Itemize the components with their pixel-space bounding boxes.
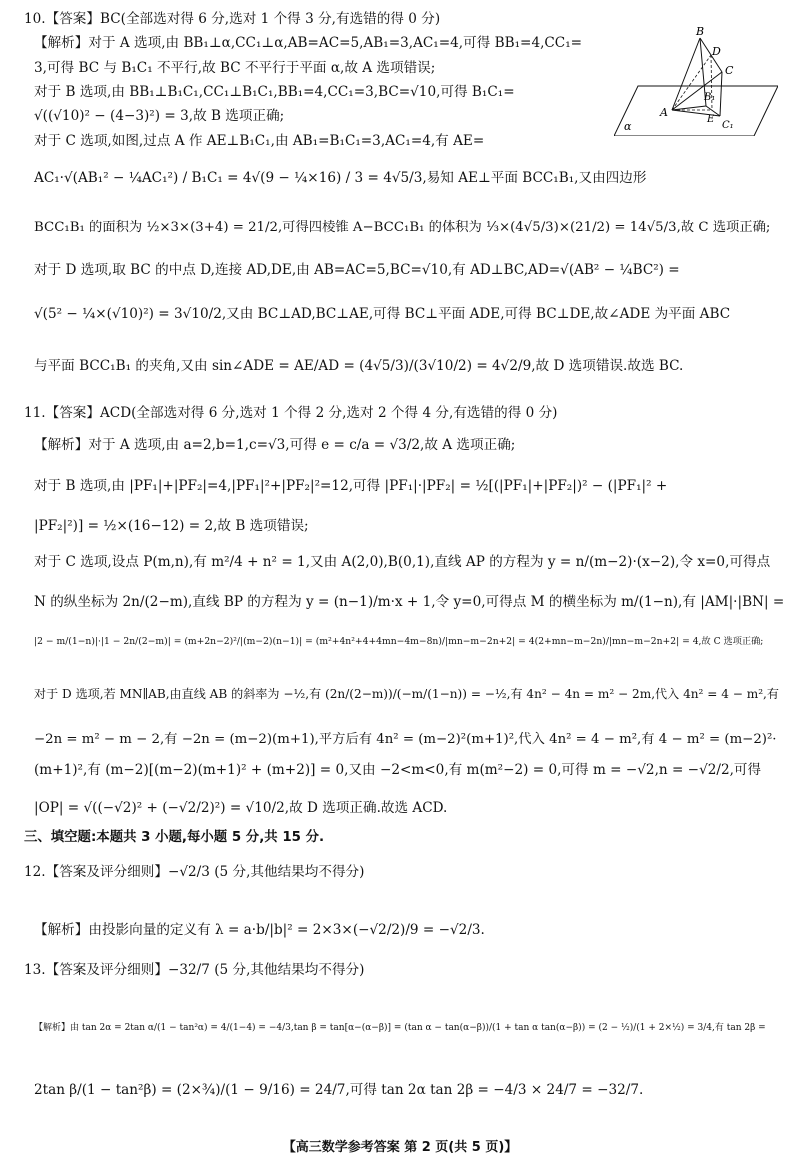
label-B: B bbox=[696, 25, 705, 38]
q10-line-5: 对于 C 选项,如图,过点 A 作 AE⊥B₁C₁,由 AB₁=B₁C₁=3,AC₁=4,有 AE= bbox=[34, 133, 485, 149]
q11-line-6: |2 − m/(1−n)|·|1 − 2n/(2−m)| = (m+2n−2)²/|(m−2)(n−1)| = (m²+4n²+4+4mn−4m−8n)/|mn−m−2n+2| = 4(2+mn−m−2n)/|mn−m−2n+2| = 4,故 C 选项正确; bbox=[34, 636, 764, 647]
q10-line-6: AC₁·√(AB₁² − ¼AC₁²) / B₁C₁ = 4√(9 − ¼×16) / 3 = 4√5/3,易知 AE⊥平面 BCC₁B₁,又由四边形 bbox=[34, 170, 647, 186]
q11-line-5: N 的纵坐标为 2n/(2−m),直线 BP 的方程为 y = (n−1)/m·x + 1,令 y=0,可得点 M 的横坐标为 m/(1−n),有 |AM|·|BN| = bbox=[34, 594, 785, 610]
q11-line-8: −2n = m² − m − 2,有 −2n = (m−2)(m+1),平方后有 4n² = (m−2)²(m+1)²,代入 4n² = 4 − m²,有 4 − m² = (m−2)²· bbox=[34, 732, 777, 747]
label-alpha: α bbox=[624, 120, 632, 133]
page-footer: 【高三数学参考答案 第 2 页(共 5 页)】 bbox=[282, 1140, 518, 1155]
q10-line-8: 对于 D 选项,取 BC 的中点 D,连接 AD,DE,由 AB=AC=5,BC=√10,有 AD⊥BC,AD=√(AB² − ¼BC²) = bbox=[34, 262, 680, 278]
q11-line-3: |PF₂|²)] = ½×(16−12) = 2,故 B 选项错误; bbox=[34, 518, 309, 534]
edge-CC1 bbox=[720, 72, 722, 116]
q11-line-9: (m+1)²,有 (m−2)[(m−2)(m+1)² + (m+2)] = 0,又由 −2<m<0,有 m(m²−2) = 0,可得 m = −√2,n = −√2/2,可得 bbox=[34, 762, 762, 778]
q11-line-2: 对于 B 选项,由 |PF₁|+|PF₂|=4,|PF₁|²+|PF₂|²=12,可得 |PF₁|·|PF₂| = ½[(|PF₁|+|PF₂|)² − (|PF₁|² + bbox=[34, 478, 668, 494]
label-A: A bbox=[660, 106, 668, 119]
q13-line-1: 【解析】由 tan 2α = 2tan α/(1 − tan²α) = 4/(1−4) = −4/3,tan β = tan[α−(α−β)] = (tan α − tan(α−β))/(1 + tan α tan(α−β)) = (2 − ½)/(1 + 2×½) = 3/4,有 tan 2β = bbox=[34, 1023, 766, 1033]
label-C: C bbox=[725, 64, 734, 77]
q13-line-2: 2tan β/(1 − tan²β) = (2×¾)/(1 − 9/16) = 24/7,可得 tan 2α tan 2β = −4/3 × 24/7 = −32/7. bbox=[34, 1082, 644, 1098]
q12-answer: 12.【答案及评分细则】−√2/3 (5 分,其他结果均不得分) bbox=[24, 864, 365, 880]
q10-line-4: √((√10)² − (4−3)²) = 3,故 B 选项正确; bbox=[34, 108, 285, 124]
q10-answer: 10.【答案】BC(全部选对得 6 分,选对 1 个得 3 分,有选错的得 0 分) bbox=[24, 11, 441, 27]
label-E: E bbox=[707, 114, 715, 125]
label-B1: B₁ bbox=[704, 92, 716, 103]
section-3-heading: 三、填空题:本题共 3 小题,每小题 5 分,共 15 分. bbox=[24, 830, 325, 845]
q10-line-1: 【解析】对于 A 选项,由 BB₁⊥α,CC₁⊥α,AB=AC=5,AB₁=3,AC₁=4,可得 BB₁=4,CC₁= bbox=[34, 35, 583, 51]
q11-line-10: |OP| = √((−√2)² + (−√2/2)²) = √10/2,故 D 选项正确.故选 ACD. bbox=[34, 800, 448, 816]
q10-line-3: 对于 B 选项,由 BB₁⊥B₁C₁,CC₁⊥B₁C₁,BB₁=4,CC₁=3,BC=√10,可得 B₁C₁= bbox=[34, 84, 515, 100]
q13-answer: 13.【答案及评分细则】−32/7 (5 分,其他结果均不得分) bbox=[24, 962, 365, 978]
q11-answer: 11.【答案】ACD(全部选对得 6 分,选对 1 个得 2 分,选对 2 个得 4 分,有选错的得 0 分) bbox=[24, 405, 558, 421]
q11-line-1: 【解析】对于 A 选项,由 a=2,b=1,c=√3,可得 e = c/a = √3/2,故 A 选项正确; bbox=[34, 437, 516, 453]
q10-line-10: 与平面 BCC₁B₁ 的夹角,又由 sin∠ADE = AE/AD = (4√5/3)/(3√10/2) = 4√2/9,故 D 选项错误.故选 BC. bbox=[34, 358, 684, 374]
q10-line-7: BCC₁B₁ 的面积为 ½×3×(3+4) = 21/2,可得四棱锥 A−BCC₁B₁ 的体积为 ⅓×(4√5/3)×(21/2) = 14√5/3,故 C 选项正确; bbox=[34, 220, 771, 235]
label-C1: C₁ bbox=[722, 120, 734, 131]
label-D: D bbox=[712, 45, 721, 58]
q11-line-4: 对于 C 选项,设点 P(m,n),有 m²/4 + n² = 1,又由 A(2,0),B(0,1),直线 AP 的方程为 y = n/(m−2)·(x−2),令 x=0,可得点 bbox=[34, 554, 771, 570]
q10-line-9: √(5² − ¼×(√10)²) = 3√10/2,又由 BC⊥AD,BC⊥AE,可得 BC⊥平面 ADE,可得 BC⊥DE,故∠ADE 为平面 ABC bbox=[34, 306, 731, 322]
q10-line-2: 3,可得 BC 与 B₁C₁ 不平行,故 BC 不平行于平面 α,故 A 选项错误; bbox=[34, 60, 436, 76]
plane-alpha bbox=[614, 86, 778, 136]
q12-line-1: 【解析】由投影向量的定义有 λ = a·b/|b|² = 2×3×(−√2/2)/9 = −√2/3. bbox=[34, 922, 485, 938]
pyramid-figure bbox=[614, 24, 778, 136]
q11-line-7: 对于 D 选项,若 MN∥AB,由直线 AB 的斜率为 −½,有 (2n/(2−m))/(−m/(1−n)) = −½,有 4n² − 4n = m² − 2m,代入 4n² = 4 − m²,有 bbox=[34, 687, 779, 701]
